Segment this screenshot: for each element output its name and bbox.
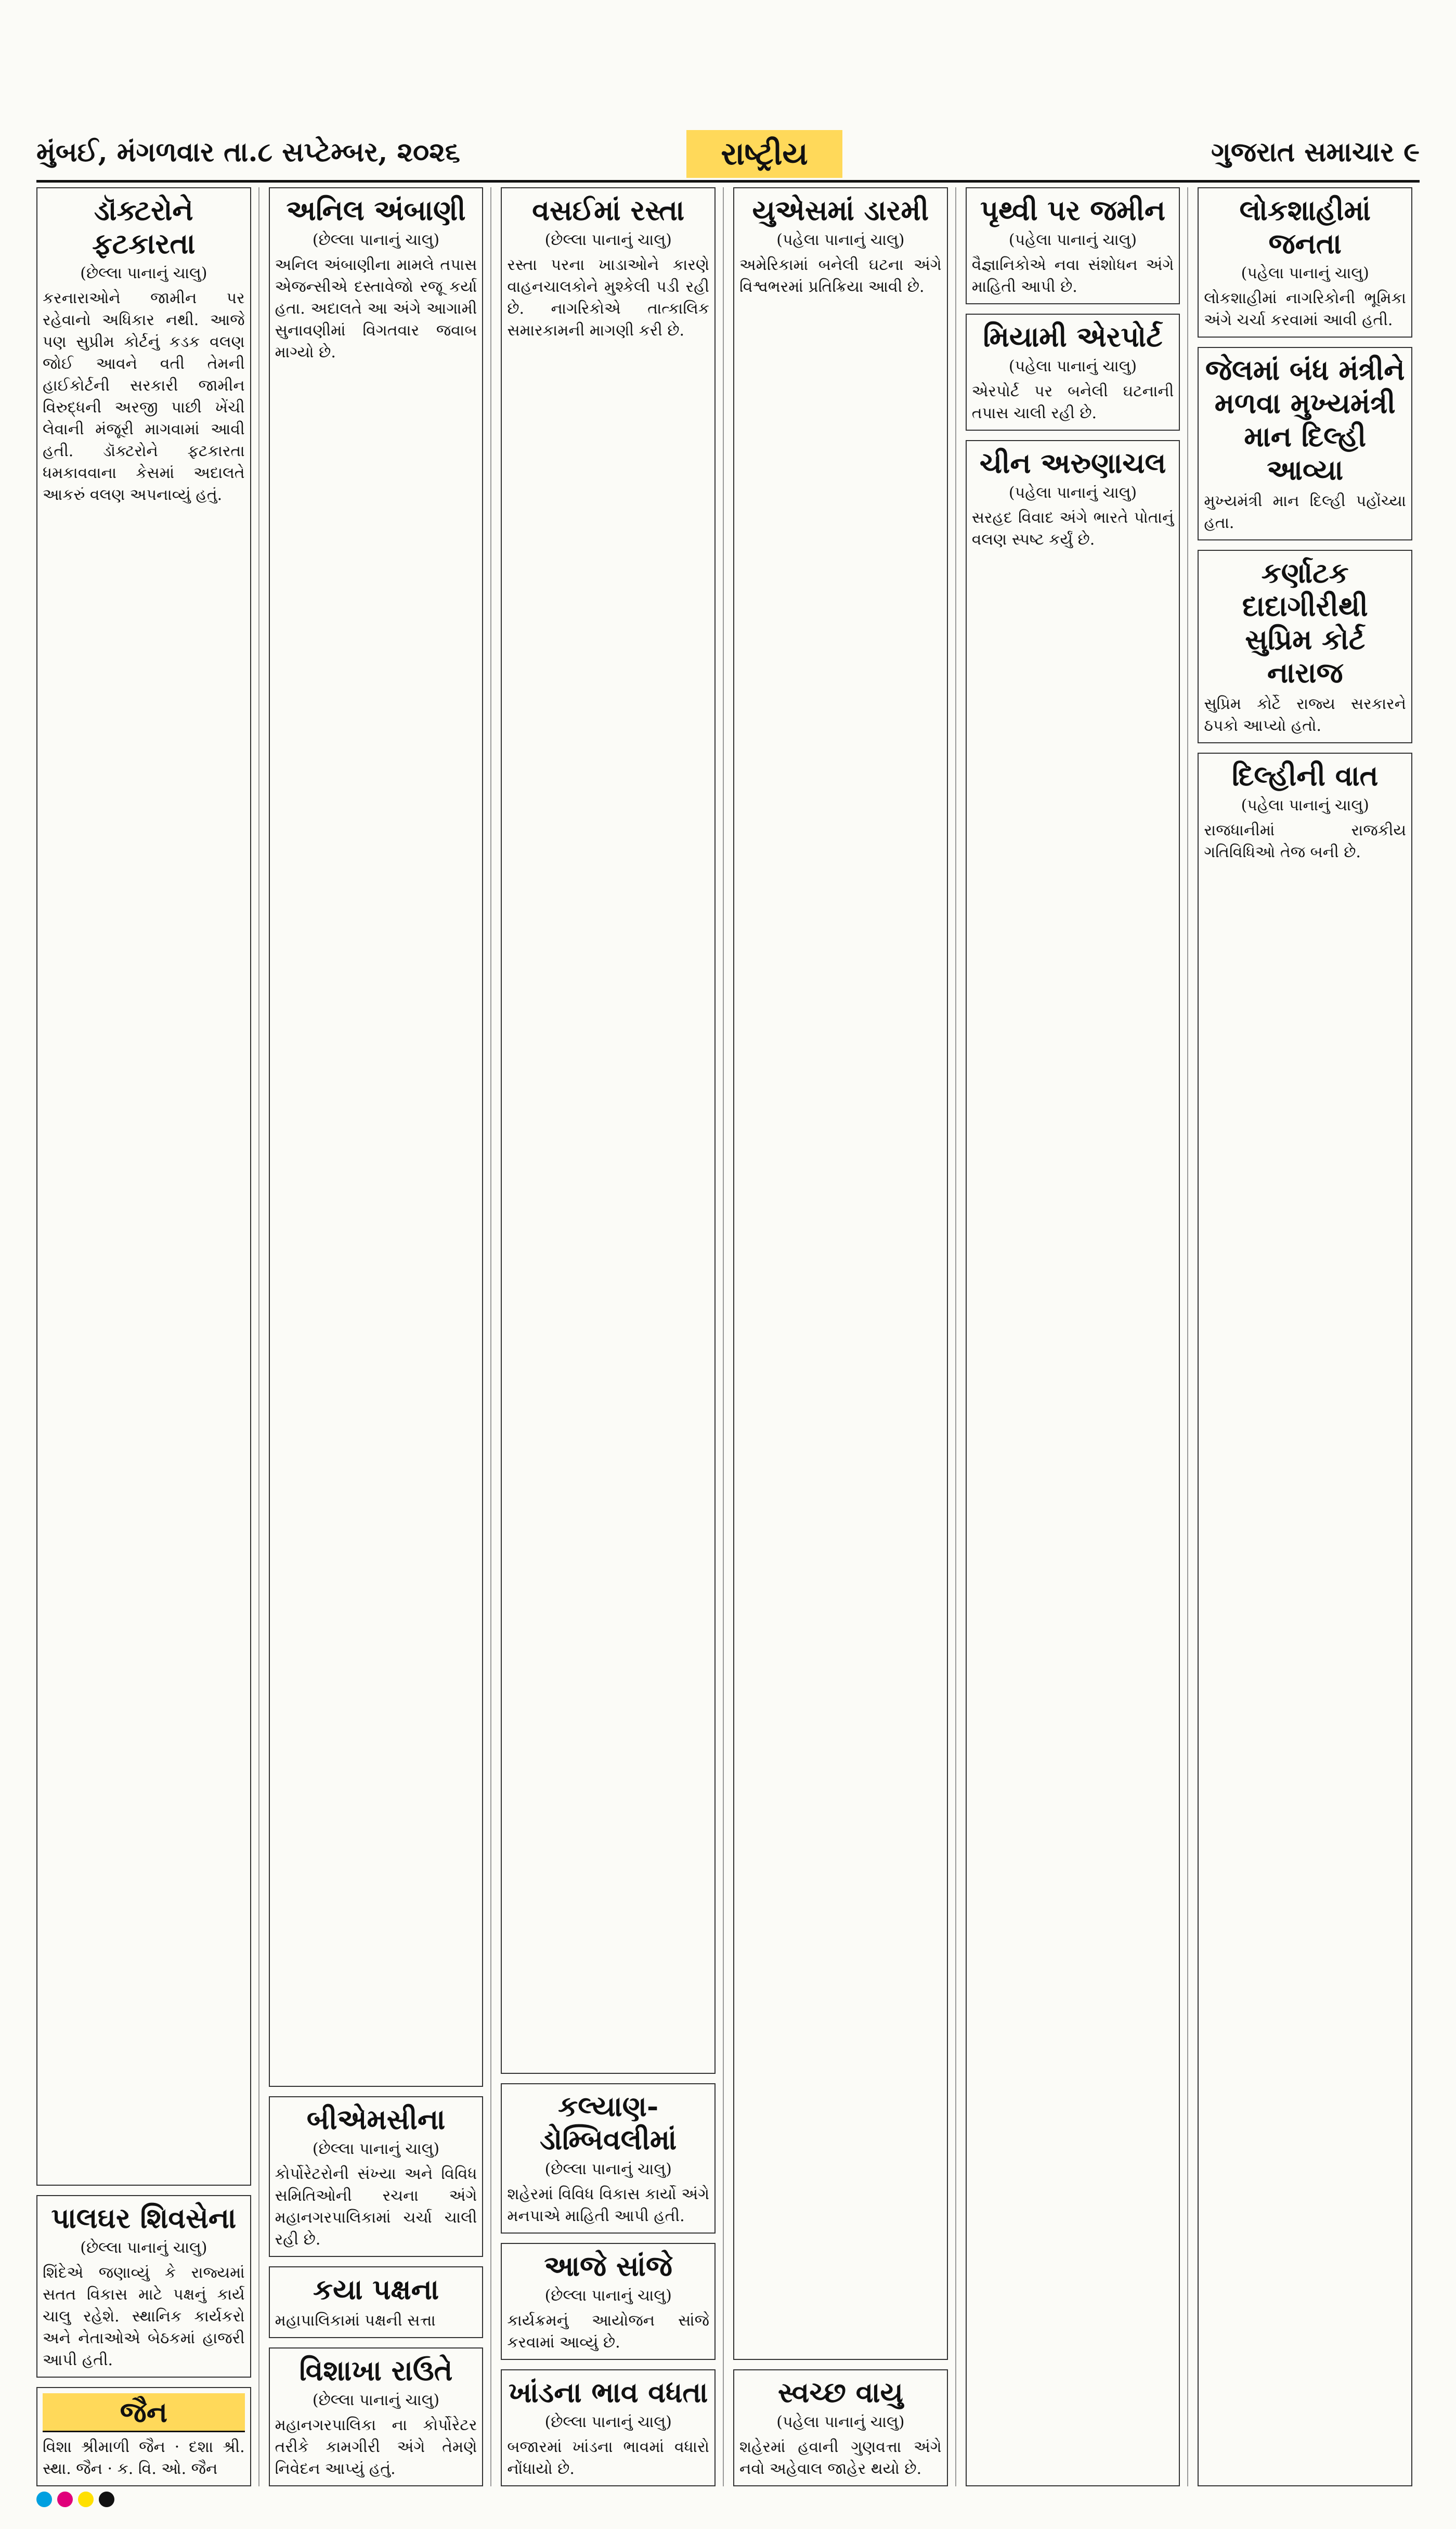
story-title: ડૉક્ટરોને ફટકારતા (92, 193, 196, 260)
story (269, 187, 484, 2087)
story (1198, 753, 1412, 2486)
story-title: જૈન (43, 2393, 245, 2432)
story (269, 2096, 484, 2257)
story (501, 187, 716, 2074)
story-title: કર્ણાટક દાદાગીરીથી સુપ્રિમ કોર્ટ નારાજ (1242, 556, 1368, 689)
story-body: અનિલ અંબાણીના મામલે તપાસ એજન્સીએ દસ્તાવેજો રજૂ કર્યા હતા. અદાલતે આ અંગે આગામી સુનાવણીમાં વિગતવાર જવાબ માગ્યો છે. (275, 256, 477, 362)
magenta-dot (57, 2492, 73, 2507)
story (501, 2083, 716, 2234)
story (36, 2387, 251, 2486)
story-body: રાજધાનીમાં રાજકીય ગતિવિધિઓ તેજ બની છે. (1204, 821, 1407, 861)
story-kicker: (પહેલા પાનાનું ચાલુ) (1241, 796, 1369, 815)
story-kicker: (પહેલા પાનાનું ચાલુ) (1008, 484, 1137, 502)
column-3 (501, 187, 724, 2486)
story-body: બજારમાં ખાંડના ભાવમાં વધારો નોંધાયો છે. (507, 2438, 710, 2478)
story-title: કલ્યાણ-ડોમ્બિવલીમાં (540, 2089, 677, 2156)
story-body: લોકશાહીમાં નાગરિકોની ભૂમિકા અંગે ચર્ચા કરવામાં આવી હતી. (1204, 289, 1407, 329)
story-kicker: (છેલ્લા પાનાનું ચાલુ) (544, 2413, 672, 2431)
story-body: વિશા શ્રીમાળી જૈન · દશા શ્રી. સ્થા. જૈન · ક. વિ. ઓ. જૈન (43, 2438, 245, 2478)
story-kicker: (પહેલા પાનાનું ચાલુ) (1008, 231, 1137, 249)
story-title: વસઈમાં રસ્તા (532, 193, 685, 227)
section-name: રાષ્ટ્રીય (686, 130, 842, 178)
story-kicker: (છેલ્લા પાનાનું ચાલુ) (312, 2140, 440, 2158)
yellow-dot (78, 2492, 94, 2507)
story-body: અમેરિકામાં બનેલી ઘટના અંગે વિશ્વભરમાં પ્રતિક્રિયા આવી છે. (739, 256, 942, 296)
column-6 (1198, 187, 1420, 2486)
story (733, 2369, 948, 2486)
column-1 (36, 187, 259, 2486)
story (966, 440, 1180, 2486)
story-title: પૃથ્વી પર જમીન (980, 193, 1166, 227)
story (733, 187, 948, 2360)
story-body: મહાનગરપાલિકા ના કોર્પોરેટર તરીકે કામગીરી અંગે તેમણે નિવેદન આપ્યું હતું. (275, 2416, 477, 2478)
story (966, 314, 1180, 431)
column-2 (269, 187, 492, 2486)
story-title: આજે સાંજે (544, 2249, 672, 2282)
story-kicker: (છેલ્લા પાનાનું ચાલુ) (80, 264, 207, 282)
story-kicker: (છેલ્લા પાનાનું ચાલુ) (544, 2287, 672, 2305)
story (1198, 187, 1412, 338)
story (966, 187, 1180, 304)
story-body: શહેરમાં હવાની ગુણવત્તા અંગે નવો અહેવાલ જાહેર થયો છે. (739, 2438, 942, 2478)
story-body: રસ્તા પરના ખાડાઓને કારણે વાહનચાલકોને મુશ્કેલી પડી રહી છે. નાગરિકોએ તાત્કાલિક સમારકામની માગણી કરી છે. (507, 256, 710, 340)
story-title: સ્વચ્છ વાયુ (777, 2376, 903, 2409)
story (501, 2243, 716, 2360)
story-body: શહેરમાં વિવિધ વિકાસ કાર્યો અંગે મનપાએ માહિતી આપી હતી. (507, 2185, 710, 2225)
story-body: કરનારાઓને જામીન પર રહેવાનો અધિકાર નથી. આજે પણ સુપ્રીમ કોર્ટનું કડક વલણ જોઈ આવને વતી તેમની હાઈકોર્ટની સરકારી જામીન વિરુદ્ધની અરજી પાછી ખેંચી લેવાની મંજૂરી માગવામાં આવી હતી. ડૉક્ટરોને ફટકારતા ધમકાવવાના કેસમાં અદાલતે આકરું વલણ અપનાવ્યું હતું. (43, 289, 245, 504)
story-body: સરહદ વિવાદ અંગે ભારતે પોતાનું વલણ સ્પષ્ટ કર્યું છે. (971, 509, 1174, 549)
newspaper-name: ગુજરાત સમાચાર ૯ (1211, 136, 1420, 168)
story (269, 2347, 484, 2486)
story-title: વિશાખા રાઉતે (299, 2354, 453, 2387)
story-title: યુએસમાં ડારમી (752, 193, 929, 227)
story-title: ખાંડના ભાવ વધતા (508, 2376, 708, 2409)
story-body: મહાપાલિકામાં પક્ષની સત્તા (275, 2312, 436, 2330)
story-title: કયા પક્ષના (313, 2273, 439, 2306)
story-body: એરપોર્ટ પર બનેલી ઘટનાની તપાસ ચાલી રહી છે. (971, 382, 1174, 422)
story-title: અનિલ અંબાણી (286, 193, 466, 227)
story (36, 2195, 251, 2378)
story (269, 2266, 484, 2338)
story (36, 187, 251, 2186)
story-title: દિલ્હીની વાત (1231, 759, 1379, 792)
story-body: વૈજ્ઞાનિકોએ નવા સંશોધન અંગે માહિતી આપી છે. (971, 256, 1174, 296)
story-body: મુખ્યમંત્રી માન દિલ્હી પહોંચ્યા હતા. (1204, 492, 1407, 532)
story (501, 2369, 716, 2486)
story-title: પાલઘર શિવસેના (51, 2201, 237, 2235)
story-title: લોકશાહીમાં જનતા (1239, 193, 1371, 260)
story-kicker: (પહેલા પાનાનું ચાલુ) (776, 231, 905, 249)
masthead (36, 130, 1420, 183)
column-4 (733, 187, 956, 2486)
story (1198, 347, 1412, 540)
story-title: બીએમસીના (306, 2102, 446, 2136)
black-dot (99, 2492, 114, 2507)
story-body: સુપ્રિમ કોર્ટે રાજ્ય સરકારને ઠપકો આપ્યો હતો. (1204, 695, 1407, 735)
story-title: મિયામી એરપોર્ટ (983, 320, 1163, 353)
story-kicker: (પહેલા પાનાનું ચાલુ) (1241, 264, 1369, 282)
story-body: કાર્યક્રમનું આયોજન સાંજે કરવામાં આવ્યું છે. (507, 2312, 710, 2352)
story-title: જેલમાં બંધ મંત્રીને મળવા મુખ્યમંત્રી માન દિલ્હી આવ્યા (1205, 353, 1405, 486)
story-kicker: (પહેલા પાનાનું ચાલુ) (776, 2413, 905, 2431)
story-kicker: (છેલ્લા પાનાનું ચાલુ) (544, 2160, 672, 2178)
issue-date: મુંબઈ, મંગળવાર તા.૮ સપ્ટેમ્બર, ૨૦૨૬ (36, 136, 460, 168)
story-kicker: (છેલ્લા પાનાનું ચાલુ) (544, 231, 672, 249)
story (1198, 550, 1412, 743)
story-kicker: (છેલ્લા પાનાનું ચાલુ) (80, 2239, 207, 2257)
story-kicker: (છેલ્લા પાનાનું ચાલુ) (312, 231, 440, 249)
story-title: ચીન અરુણાચલ (979, 446, 1166, 480)
story-kicker: (છેલ્લા પાનાનું ચાલુ) (312, 2391, 440, 2409)
cyan-dot (36, 2492, 52, 2507)
story-kicker: (પહેલા પાનાનું ચાલુ) (1008, 357, 1137, 376)
story-body: કોર્પોરેટરોની સંખ્યા અને વિવિધ સમિતિઓની રચના અંગે મહાનગરપાલિકામાં ચર્ચા ચાલી રહી છે. (275, 2165, 477, 2249)
story-body: શિંદેએ જણાવ્યું કે રાજ્યમાં સતત વિકાસ માટે પક્ષનું કાર્ય ચાલુ રહેશે. સ્થાનિક કાર્યકરો અને નેતાઓએ બેઠકમાં હાજરી આપી હતી. (43, 2264, 245, 2369)
registration-marks (36, 2492, 1420, 2507)
article-columns (36, 187, 1420, 2486)
column-5 (966, 187, 1189, 2486)
